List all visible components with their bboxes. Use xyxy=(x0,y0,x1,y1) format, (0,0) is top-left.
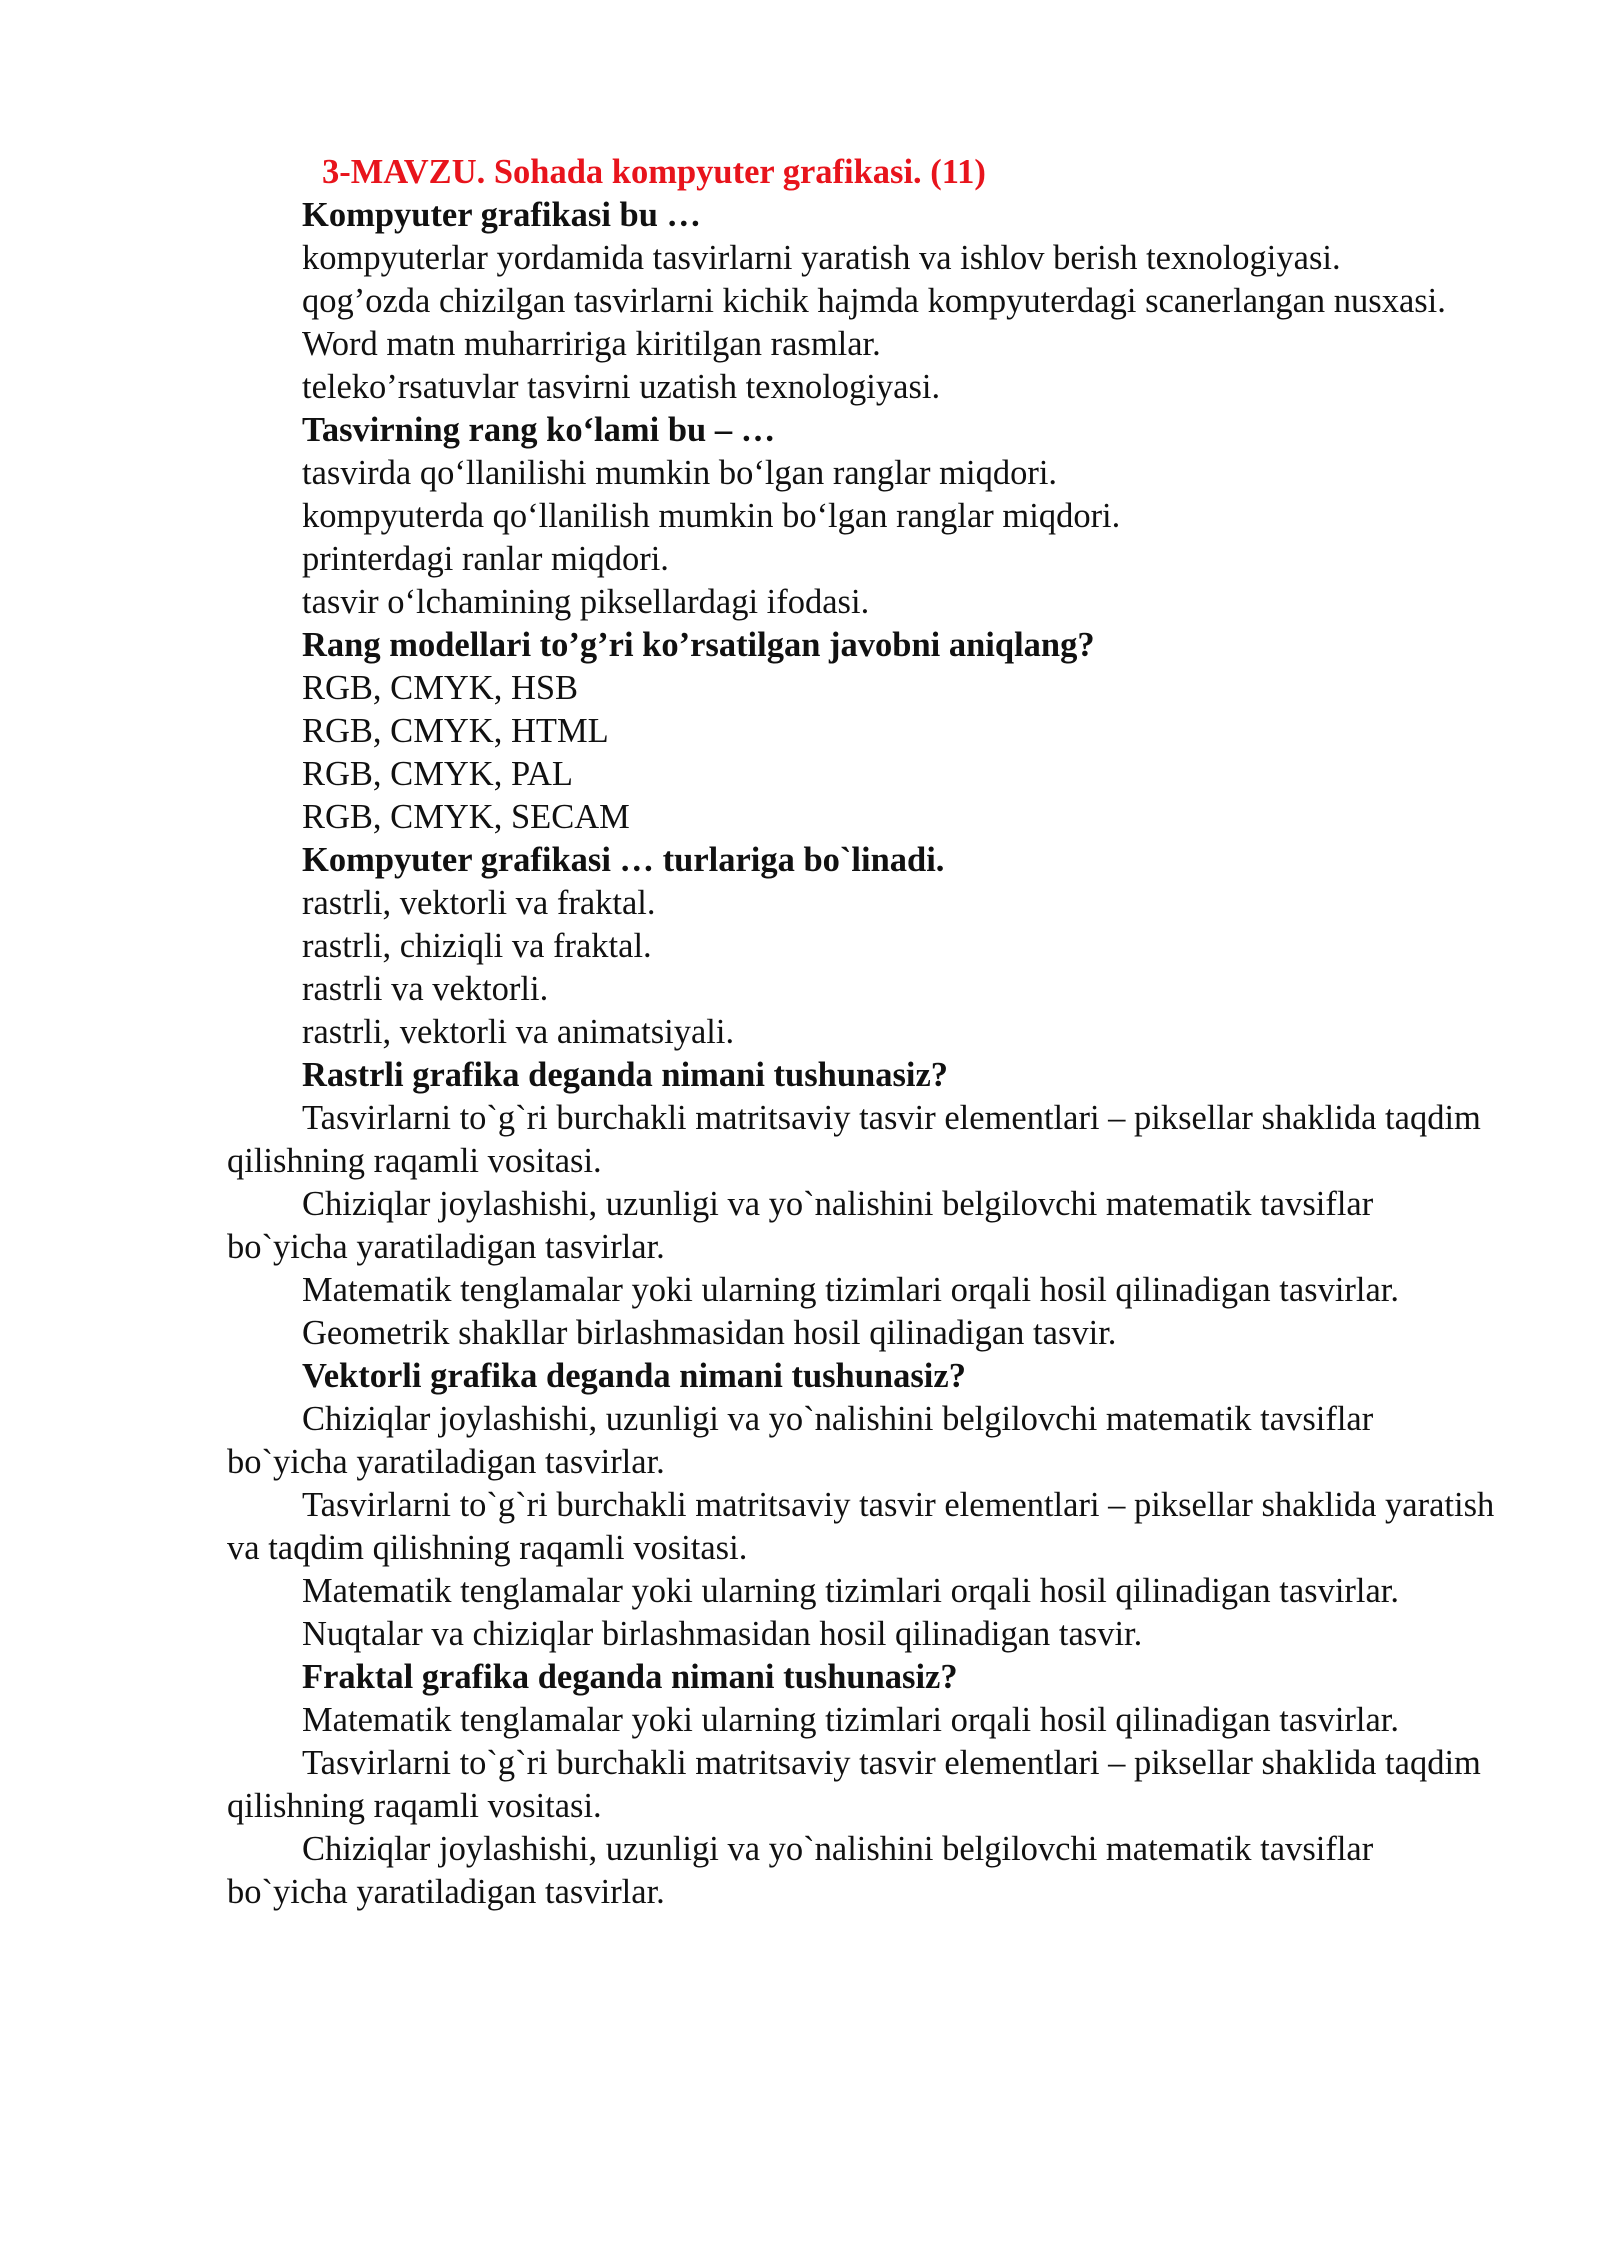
question-block xyxy=(227,409,1497,624)
answer-option: Word matn muharririga kiritilgan rasmlar. xyxy=(302,325,881,363)
answer-option: tasvirda qo‘llanilishi mumkin bo‘lgan ranglar miqdori. xyxy=(302,454,1058,492)
answer-option: rastrli, vektorli va animatsiyali. xyxy=(302,1013,735,1051)
question-text: Kompyuter grafikasi bu … xyxy=(302,196,702,234)
question-text: Fraktal grafika deganda nimani tushunasiz? xyxy=(302,1658,958,1696)
question-block xyxy=(227,839,1497,1054)
answer-option: Chiziqlar joylashishi, uzunligi va yo`nalishini belgilovchi matematik tavsiflar bo`yicha yaratiladigan tasvirlar. xyxy=(227,1400,1374,1481)
answer-option: RGB, CMYK, PAL xyxy=(302,755,573,793)
question-text: Vektorli grafika deganda nimani tushunasiz? xyxy=(302,1357,966,1395)
answer-option: kompyuterlar yordamida tasvirlarni yaratish va ishlov berish texnologiyasi. xyxy=(302,239,1341,277)
answer-option: RGB, CMYK, HSB xyxy=(302,669,579,707)
answer-option: kompyuterda qo‘llanilish mumkin bo‘lgan ranglar miqdori. xyxy=(302,497,1121,535)
answer-option: Tasvirlarni to`g`ri burchakli matritsaviy tasvir elementlari – piksellar shaklida taqdim qilishning raqamli vositasi. xyxy=(227,1099,1481,1180)
question-text: Kompyuter grafikasi … turlariga bo`linadi. xyxy=(302,841,945,879)
answer-option: rastrli va vektorli. xyxy=(302,970,549,1008)
answer-option: rastrli, vektorli va fraktal. xyxy=(302,884,656,922)
answer-option: RGB, CMYK, HTML xyxy=(302,712,609,750)
question-block xyxy=(227,1656,1497,1914)
page-title: 3-MAVZU. Sohada kompyuter grafikasi. (11) xyxy=(322,153,986,191)
answer-option: Tasvirlarni to`g`ri burchakli matritsaviy tasvir elementlari – piksellar shaklida yaratish va taqdim qilishning raqamli vositasi. xyxy=(227,1486,1495,1567)
answer-option: Matematik tenglamalar yoki ularning tizimlari orqali hosil qilinadigan tasvirlar. xyxy=(302,1572,1400,1610)
question-block xyxy=(227,1355,1497,1656)
document-body xyxy=(227,151,1497,1914)
answer-option: Nuqtalar va chiziqlar birlashmasidan hosil qilinadigan tasvir. xyxy=(302,1615,1143,1653)
answer-option: Chiziqlar joylashishi, uzunligi va yo`nalishini belgilovchi matematik tavsiflar bo`yicha yaratiladigan tasvirlar. xyxy=(227,1830,1374,1911)
answer-option: teleko’rsatuvlar tasvirni uzatish texnologiyasi. xyxy=(302,368,941,406)
answer-option: Matematik tenglamalar yoki ularning tizimlari orqali hosil qilinadigan tasvirlar. xyxy=(302,1701,1400,1739)
question-block xyxy=(227,194,1497,409)
answer-option: tasvir o‘lchamining piksellardagi ifodasi. xyxy=(302,583,870,621)
answer-option: Chiziqlar joylashishi, uzunligi va yo`nalishini belgilovchi matematik tavsiflar bo`yicha yaratiladigan tasvirlar. xyxy=(227,1185,1374,1266)
question-block xyxy=(227,1054,1497,1355)
answer-option: rastrli, chiziqli va fraktal. xyxy=(302,927,652,965)
answer-option: RGB, CMYK, SECAM xyxy=(302,798,630,836)
answer-option: Geometrik shakllar birlashmasidan hosil qilinadigan tasvir. xyxy=(302,1314,1117,1352)
answer-option: qog’ozda chizilgan tasvirlarni kichik hajmda kompyuterdagi scanerlangan nusxasi. xyxy=(302,282,1446,320)
answer-option: Tasvirlarni to`g`ri burchakli matritsaviy tasvir elementlari – piksellar shaklida taqdim qilishning raqamli vositasi. xyxy=(227,1744,1481,1825)
question-text: Rastrli grafika deganda nimani tushunasiz? xyxy=(302,1056,949,1094)
answer-option: Matematik tenglamalar yoki ularning tizimlari orqali hosil qilinadigan tasvirlar. xyxy=(302,1271,1400,1309)
question-block xyxy=(227,624,1497,839)
question-text: Tasvirning rang ko‘lami bu – … xyxy=(302,411,776,449)
answer-option: printerdagi ranlar miqdori. xyxy=(302,540,669,578)
question-text: Rang modellari to’g’ri ko’rsatilgan javobni aniqlang? xyxy=(302,626,1095,664)
